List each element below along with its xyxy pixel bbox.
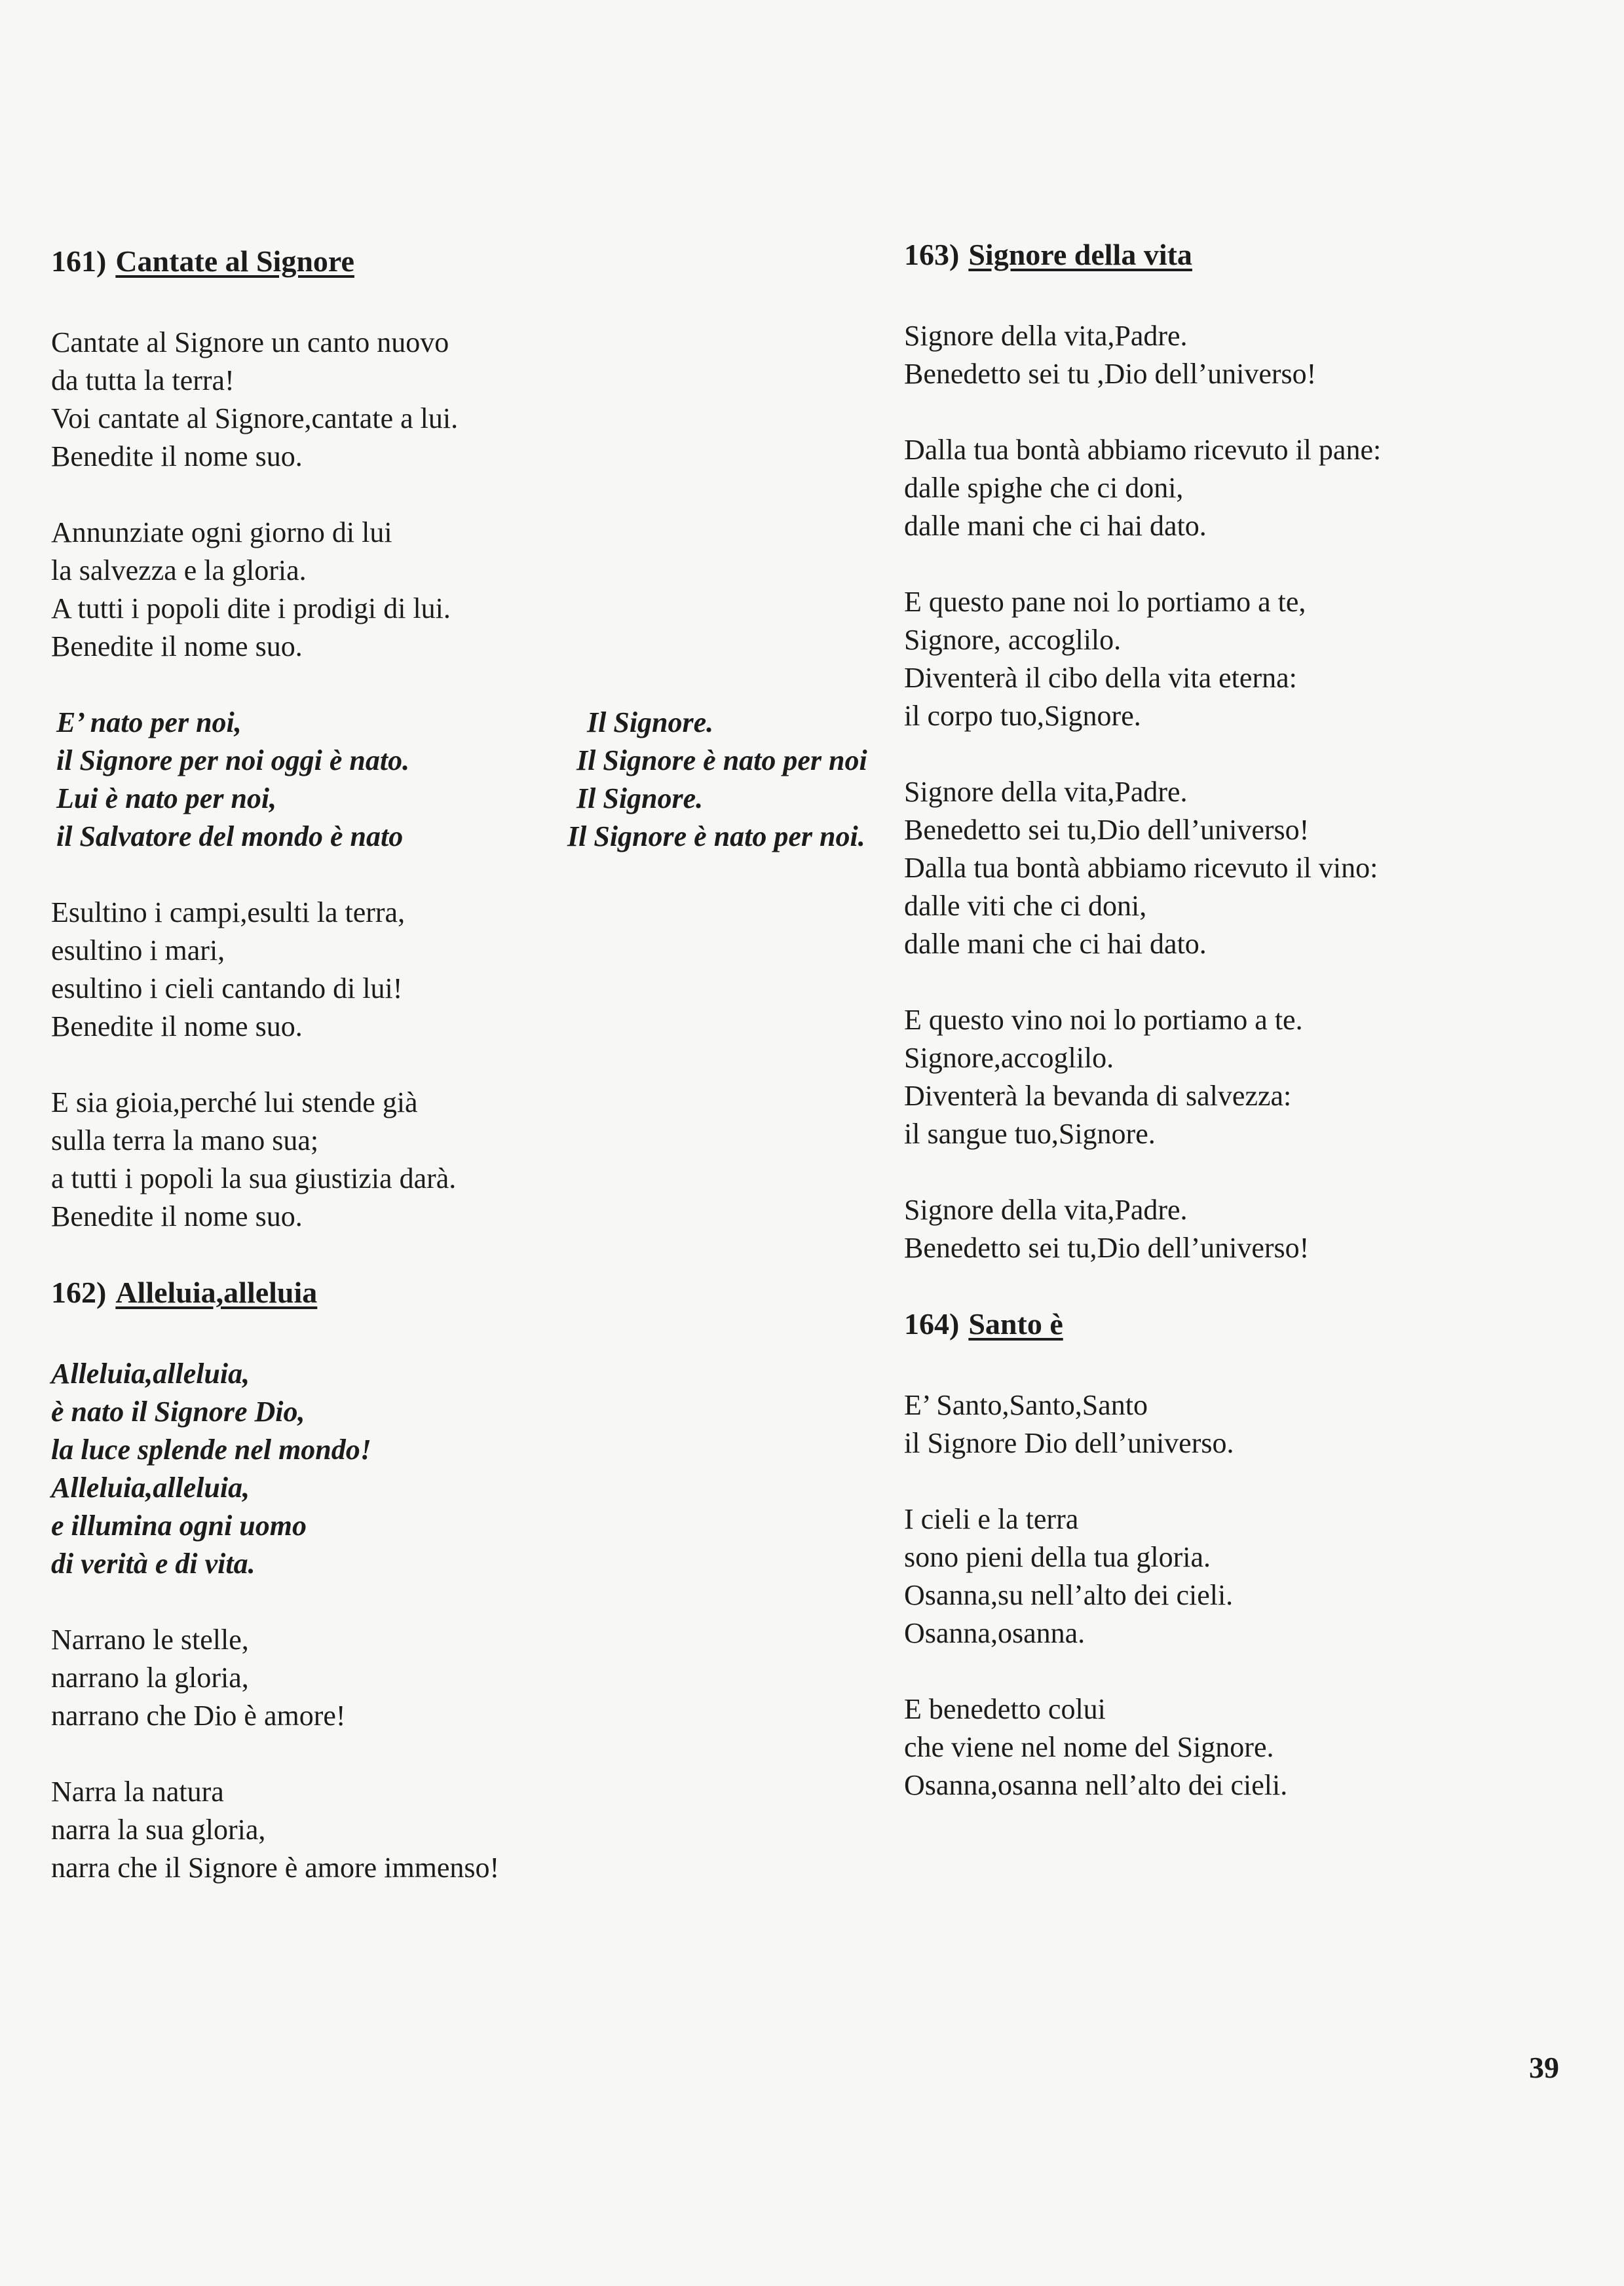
lyric-line: dalle viti che ci doni,: [904, 890, 1147, 922]
song-number: 163): [904, 238, 960, 271]
song-number: 164): [904, 1307, 960, 1341]
song-164: [904, 1305, 1572, 1804]
refrain: [51, 1355, 890, 1583]
lyric-line: il Signore Dio dell’universo.: [904, 1427, 1234, 1459]
lyric-line: Dalla tua bontà abbiamo ricevuto il pane:: [904, 434, 1382, 466]
refrain-line: di verità e di vita.: [51, 1548, 255, 1580]
lyric-line: dalle spighe che ci doni,: [904, 472, 1184, 504]
lyric-line: Voi cantate al Signore,cantate a lui.: [51, 402, 459, 434]
stanza: [904, 583, 1572, 735]
lyric-line: sulla terra la mano sua;: [51, 1124, 319, 1156]
stanza: [51, 1773, 890, 1887]
refrain-line: Alleluia,alleluia,: [51, 1472, 250, 1504]
song-name: Signore della vita: [968, 238, 1192, 271]
stanza: [51, 894, 890, 1046]
lyric-line: Benedite il nome suo.: [51, 1200, 303, 1232]
stanza: [51, 1621, 890, 1735]
lyric-line: E questo pane noi lo portiamo a te,: [904, 586, 1306, 618]
lyric-line: esultino i cieli cantando di lui!: [51, 972, 403, 1004]
lyric-line: narra la sua gloria,: [51, 1814, 266, 1846]
lyric-line: Osanna,osanna.: [904, 1617, 1086, 1649]
lyric-line: Dalla tua bontà abbiamo ricevuto il vino:: [904, 852, 1378, 884]
page-number: 39: [1529, 2051, 1559, 2084]
lyric-line: Signore della vita,Padre.: [904, 320, 1188, 352]
stanza: [904, 1191, 1572, 1267]
stanza: [51, 324, 890, 476]
lyric-line: Cantate al Signore un canto nuovo: [51, 326, 449, 358]
lyric-line: dalle mani che ci hai dato.: [904, 928, 1207, 960]
stanza: [904, 1690, 1572, 1804]
lyric-line: Diventerà la bevanda di salvezza:: [904, 1080, 1292, 1112]
chorus-response-line: Il Signore.: [587, 706, 714, 738]
stanza: [51, 1084, 890, 1236]
lyric-line: dalle mani che ci hai dato.: [904, 510, 1207, 542]
lyric-line: Signore della vita,Padre.: [904, 1194, 1188, 1226]
chorus-response-line: Il Signore è nato per noi.: [567, 820, 865, 852]
lyric-line: E benedetto colui: [904, 1693, 1106, 1725]
song-162: [51, 1274, 890, 1887]
lyric-line: E questo vino noi lo portiamo a te.: [904, 1004, 1303, 1036]
lyric-line: narra che il Signore è amore immenso!: [51, 1852, 500, 1884]
lyric-line: il corpo tuo,Signore.: [904, 700, 1141, 732]
lyric-line: I cieli e la terra: [904, 1503, 1079, 1535]
song-title: [51, 242, 890, 280]
chorus: [51, 704, 890, 856]
song-title: [904, 1305, 1572, 1343]
refrain-line: e illumina ogni uomo: [51, 1510, 307, 1542]
right-column: [904, 236, 1572, 1842]
stanza: [904, 1500, 1572, 1652]
lyric-line: sono pieni della tua gloria.: [904, 1541, 1211, 1573]
chorus-response-line: Il Signore è nato per noi: [576, 744, 867, 776]
left-column: [51, 242, 890, 1925]
lyric-line: Annunziate ogni giorno di lui: [51, 516, 392, 548]
stanza: [904, 317, 1572, 393]
lyric-line: A tutti i popoli dite i prodigi di lui.: [51, 592, 451, 624]
lyric-line: Benedetto sei tu,Dio dell’universo!: [904, 814, 1310, 846]
lyric-line: Osanna,su nell’alto dei cieli.: [904, 1579, 1234, 1611]
lyric-line: Narra la natura: [51, 1776, 224, 1808]
refrain-line: la luce splende nel mondo!: [51, 1434, 371, 1466]
lyric-line: E’ Santo,Santo,Santo: [904, 1389, 1148, 1421]
lyric-line: Benedite il nome suo.: [51, 1010, 303, 1042]
song-name: Cantate al Signore: [115, 244, 354, 278]
refrain-line: è nato il Signore Dio,: [51, 1396, 305, 1428]
lyric-line: che viene nel nome del Signore.: [904, 1731, 1274, 1763]
song-161: [51, 242, 890, 1236]
song-163: [904, 236, 1572, 1267]
lyric-line: Benedetto sei tu ,Dio dell’universo!: [904, 358, 1317, 390]
lyric-line: narrano la gloria,: [51, 1662, 249, 1694]
lyric-line: Narrano le stelle,: [51, 1624, 249, 1656]
lyric-line: narrano che Dio è amore!: [51, 1700, 346, 1732]
chorus-response-line: Il Signore.: [576, 782, 704, 814]
stanza: [904, 1001, 1572, 1153]
lyric-line: Diventerà il cibo della vita eterna:: [904, 662, 1297, 694]
lyric-line: Esultino i campi,esulti la terra,: [51, 896, 406, 928]
lyric-line: Benedetto sei tu,Dio dell’universo!: [904, 1232, 1310, 1264]
lyric-line: Osanna,osanna nell’alto dei cieli.: [904, 1769, 1288, 1801]
song-title: [51, 1274, 890, 1312]
lyric-line: Signore,accoglilo.: [904, 1042, 1114, 1074]
song-number: 162): [51, 1276, 107, 1309]
lyric-line: Signore della vita,Padre.: [904, 776, 1188, 808]
stanza: [904, 773, 1572, 963]
lyric-line: la salvezza e la gloria.: [51, 554, 307, 586]
song-number: 161): [51, 244, 107, 278]
chorus-line: Lui è nato per noi,: [56, 782, 277, 814]
chorus-line: il Salvatore del mondo è nato: [56, 820, 404, 852]
chorus-line: E’ nato per noi,: [56, 706, 242, 738]
lyric-line: Signore, accoglilo.: [904, 624, 1122, 656]
lyric-line: a tutti i popoli la sua giustizia darà.: [51, 1162, 457, 1194]
stanza: [904, 1386, 1572, 1462]
lyric-line: esultino i mari,: [51, 934, 225, 966]
chorus-main: [56, 704, 409, 856]
chorus-response: [516, 704, 867, 856]
lyric-line: Benedite il nome suo.: [51, 630, 303, 662]
song-name: Santo è: [968, 1307, 1063, 1341]
stanza: [51, 514, 890, 666]
refrain-line: Alleluia,alleluia,: [51, 1358, 250, 1390]
stanza: [904, 431, 1572, 545]
song-title: [904, 236, 1572, 274]
lyric-line: E sia gioia,perché lui stende già: [51, 1086, 418, 1118]
chorus-line: il Signore per noi oggi è nato.: [56, 744, 410, 776]
lyric-line: Benedite il nome suo.: [51, 440, 303, 472]
lyric-line: il sangue tuo,Signore.: [904, 1118, 1156, 1150]
lyric-line: da tutta la terra!: [51, 364, 235, 396]
song-name: Alleluia,alleluia: [115, 1276, 318, 1309]
